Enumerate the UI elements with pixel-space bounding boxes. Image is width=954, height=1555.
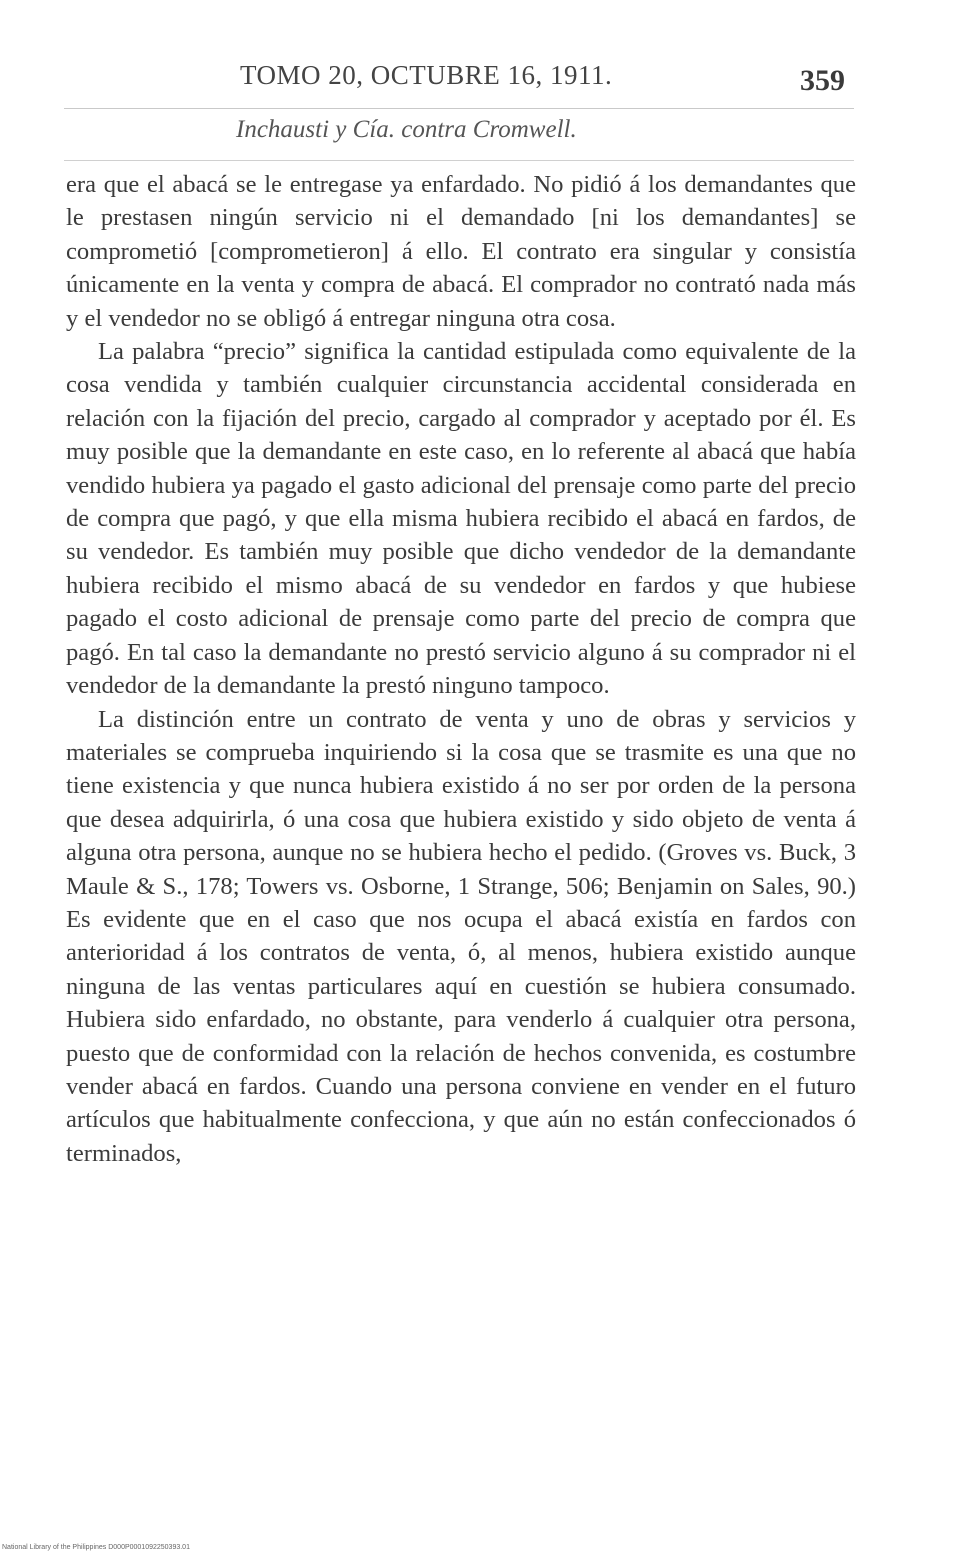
page-number: 359 xyxy=(800,64,845,97)
running-title: TOMO 20, OCTUBRE 16, 1911. xyxy=(240,60,613,90)
footer-credit: National Library of the Philippines D000P0001092250393.01 xyxy=(2,1544,190,1551)
paragraph: era que el abacá se le entregase ya enfardado. No pidió á los demandantes que le prestasen ningún servicio ni el demandado [ni los demandantes] se comprometió [comprometieron] á ello. El contrato era singular y consistía únicamente en la venta y compra de abacá. El comprador no contrató nada más y el vendedor no se obligó á entregar ninguna otra cosa. xyxy=(66,171,856,332)
header-rule-bottom xyxy=(64,160,854,161)
paragraph: La distinción entre un contrato de venta y uno de obras y servicios y materiales se comprueba inquiriendo si la cosa que se trasmite es una que no tiene existencia y que nunca hubiera existido á no ser por orden de la persona que desea adquirirla, ó una cosa que hubiera existido y sido objeto de venta á alguna otra persona, aunque no se hubiera hecho el pedido. (Groves vs. Buck, 3 Maule & S., 178; Towers vs. Osborne, 1 Strange, 506; Benjamin on Sales, 90.) Es evidente que en el caso que nos ocupa el abacá existía en fardos con anterioridad á los contratos de venta, ó, al menos, hubiera existido aunque ninguna de las ventas particulares aquí en cuestión se hubiera consumado. Hubiera sido enfardado, no obstante, para venderlo á cualquier otra persona, puesto que de conformidad con la relación de hechos convenida, es costumbre vender abacá en fardos. Cuando una persona conviene en vender en el futuro artículos que habitualmente confecciona, y que aún no están confeccionados ó terminados, xyxy=(66,705,856,1167)
case-title: Inchausti y Cía. contra Cromwell. xyxy=(236,116,577,143)
header-rule-top xyxy=(64,108,854,109)
body-text xyxy=(66,168,856,1170)
paragraph: La palabra “precio” significa la cantidad estipulada como equivalente de la cosa vendida y también cualquier circunstancia accidental considerada en relación con la fijación del precio, cargado al comprador y aceptado por él. Es muy posible que la demandante en este caso, en lo referente al abacá que había vendido hubiera ya pagado el gasto adicional del prensaje como parte del precio de compra que pagó, y que ella misma hubiera recibido el abacá en fardos, de su vendedor. Es también muy posible que dicho vendedor de la demandante hubiera recibido el mismo abacá de su vendedor en fardos y que hubiese pagado el costo adicional de prensaje como parte del precio de compra que pagó. En tal caso la demandante no prestó servicio alguno á su comprador ni el vendedor de la demandante la prestó ninguno tampoco. xyxy=(66,338,856,700)
